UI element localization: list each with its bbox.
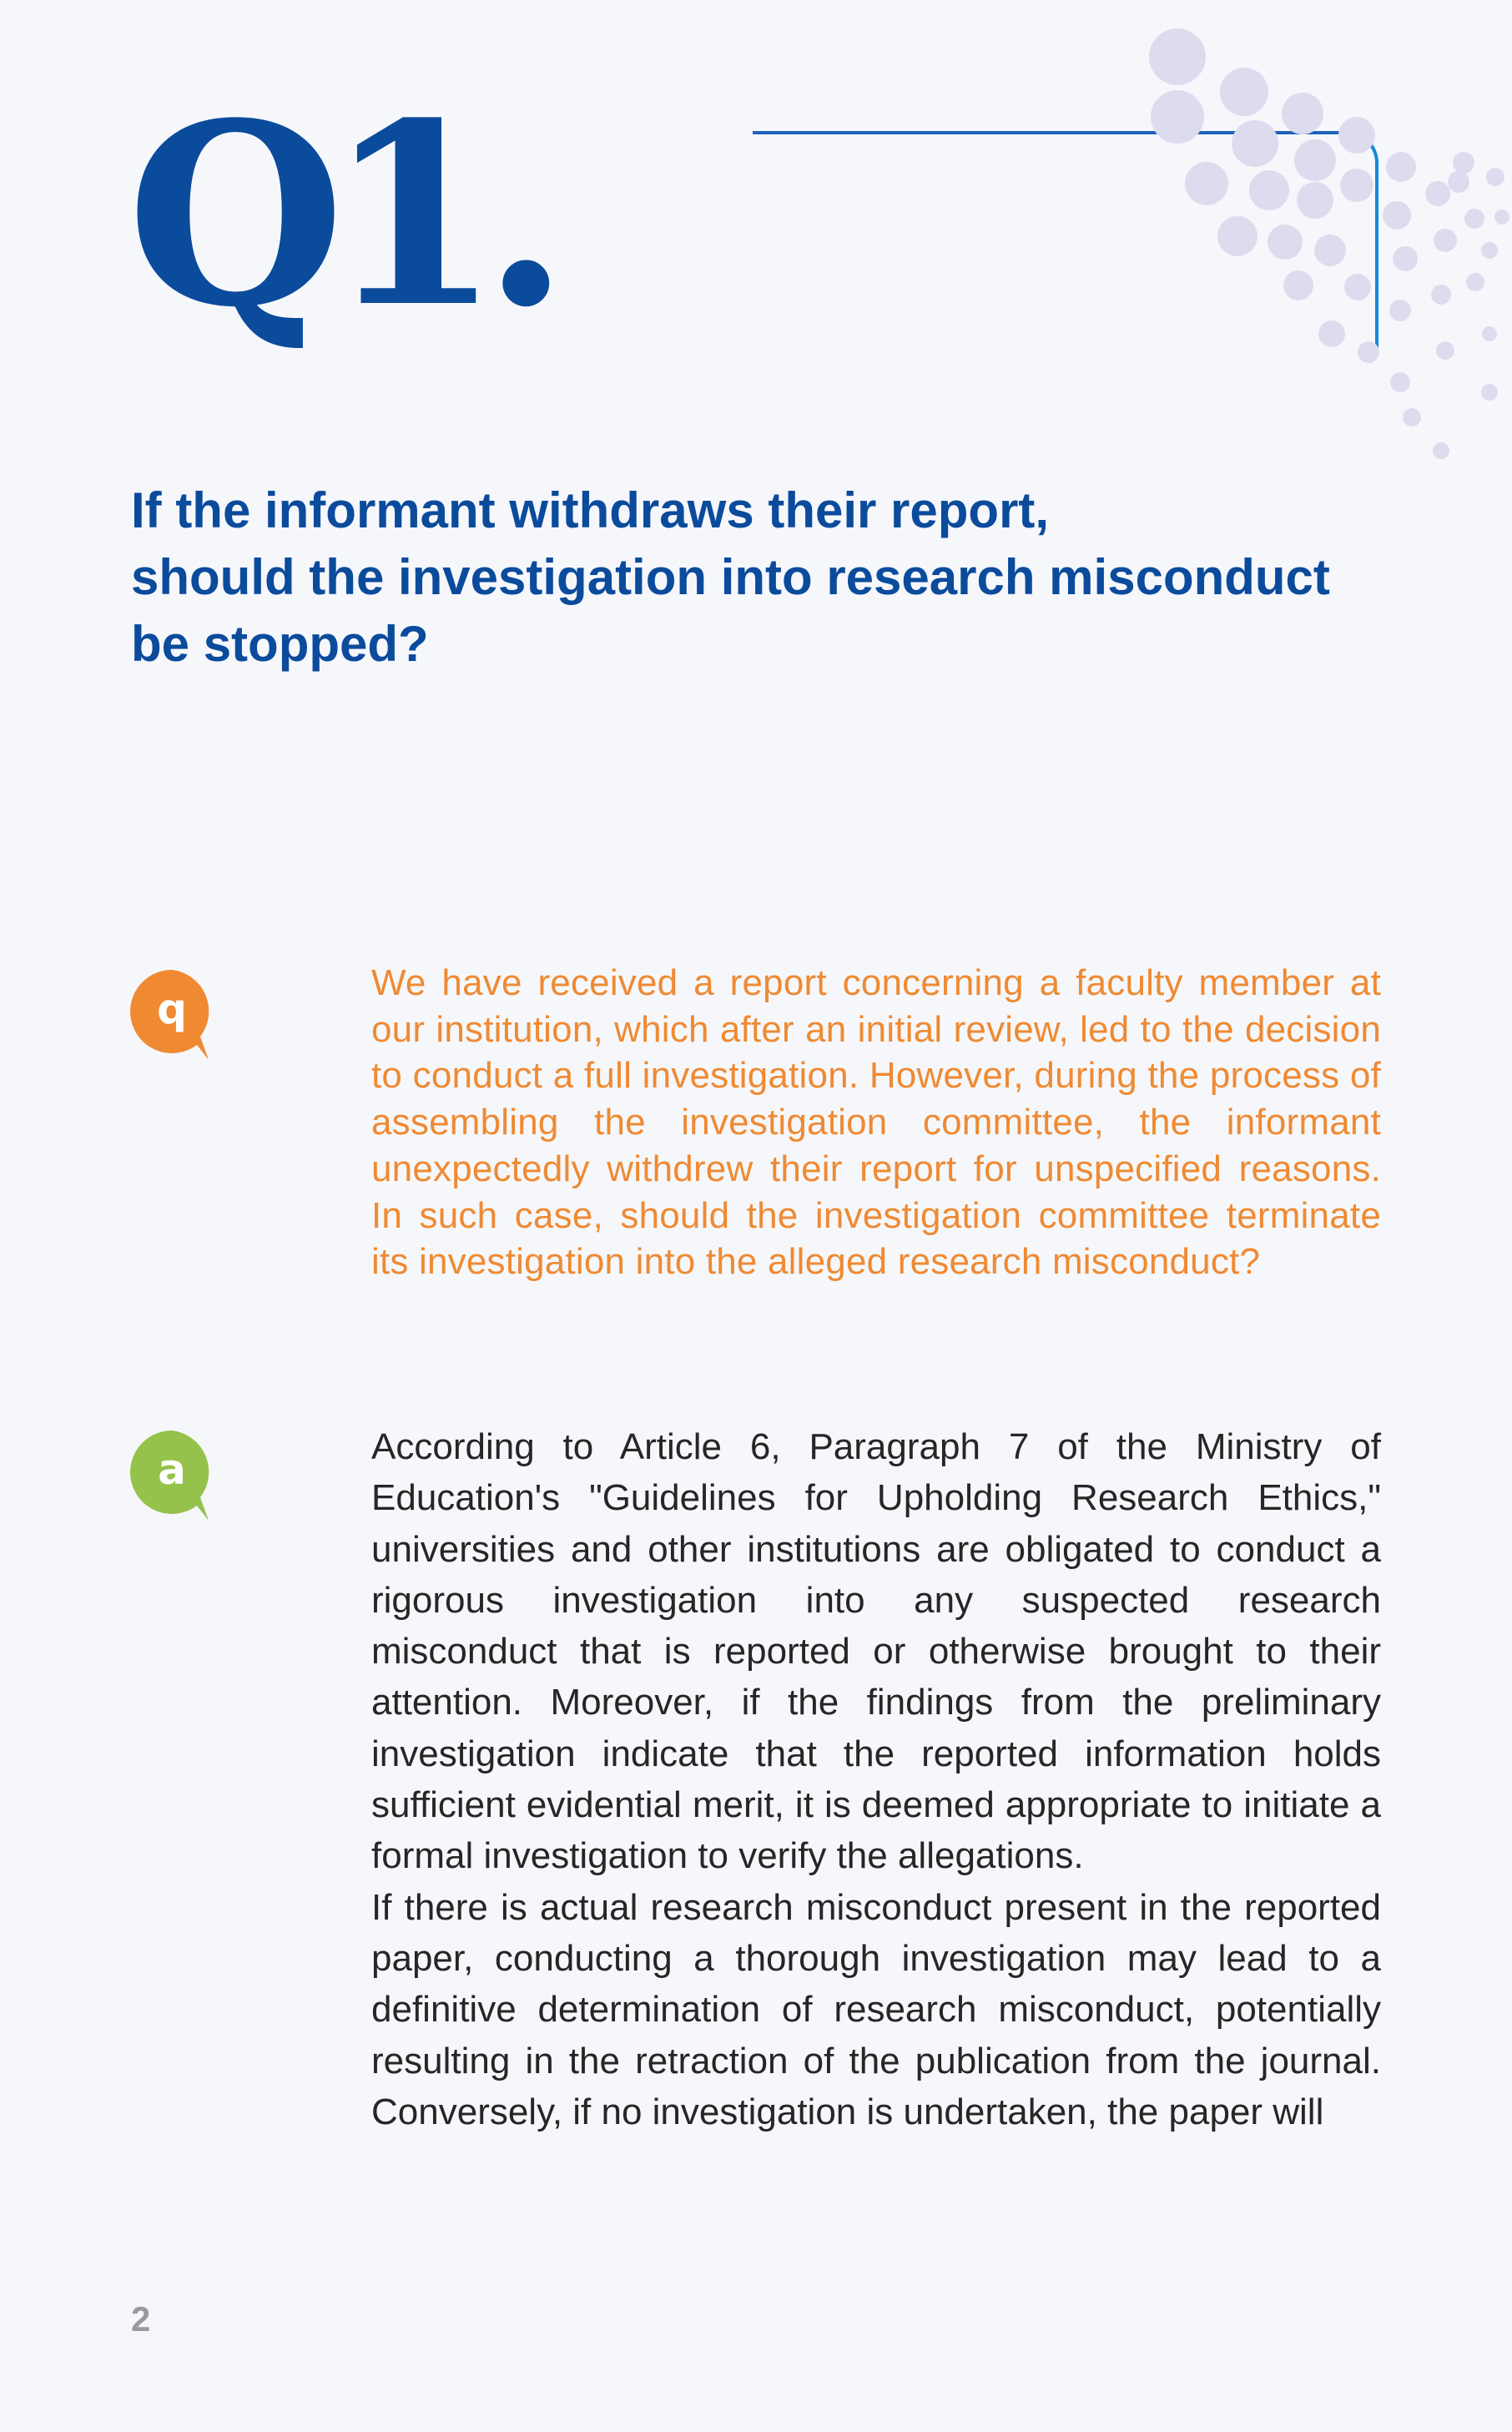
question-bubble-icon [129, 968, 217, 1068]
decorative-dot-pattern [1110, 0, 1512, 501]
answer-body [371, 1421, 1381, 2137]
question-body: We have received a report concerning a faculty member at our institution, which after an initial review, led to the decision to conduct a full investigation. However, during the process of assembling the investigation committee, the informant unexpectedly withdrew their report for unspecified reasons. In such case, should the investigation committee terminate its investigation into the alleged research misconduct? [371, 962, 1381, 1283]
question-number: Q1. [127, 68, 552, 362]
page-number: 2 [131, 2299, 151, 2339]
answer-paragraph: According to Article 6, Paragraph 7 of the Ministry of Education's "Guidelines for Upholding Research Ethics," universities and other institutions are obligated to conduct a rigorous investigation into any suspected research misconduct that is reported or otherwise brought to their attention. Moreover, if the findings from the preliminary investigation indicate that the reported information holds sufficient evidential merit, it is deemed appropriate to initiate a formal investigation to verify the allegations. [371, 1426, 1381, 1877]
answer-paragraph: If there is actual research misconduct present in the reported paper, conducting a thorough investigation may lead to a definitive determination of research misconduct, potentially resulting in the retraction of the publication from the journal. Conversely, if no investigation is undertaken, the paper will [371, 1886, 1381, 2132]
question-bubble-letter: q [157, 985, 187, 1033]
question-title: If the informant withdraws their report, should the investigation into research misconduct be stopped? [131, 482, 1330, 672]
answer-bubble-icon [129, 1429, 217, 1529]
answer-bubble-letter: a [158, 1446, 186, 1494]
